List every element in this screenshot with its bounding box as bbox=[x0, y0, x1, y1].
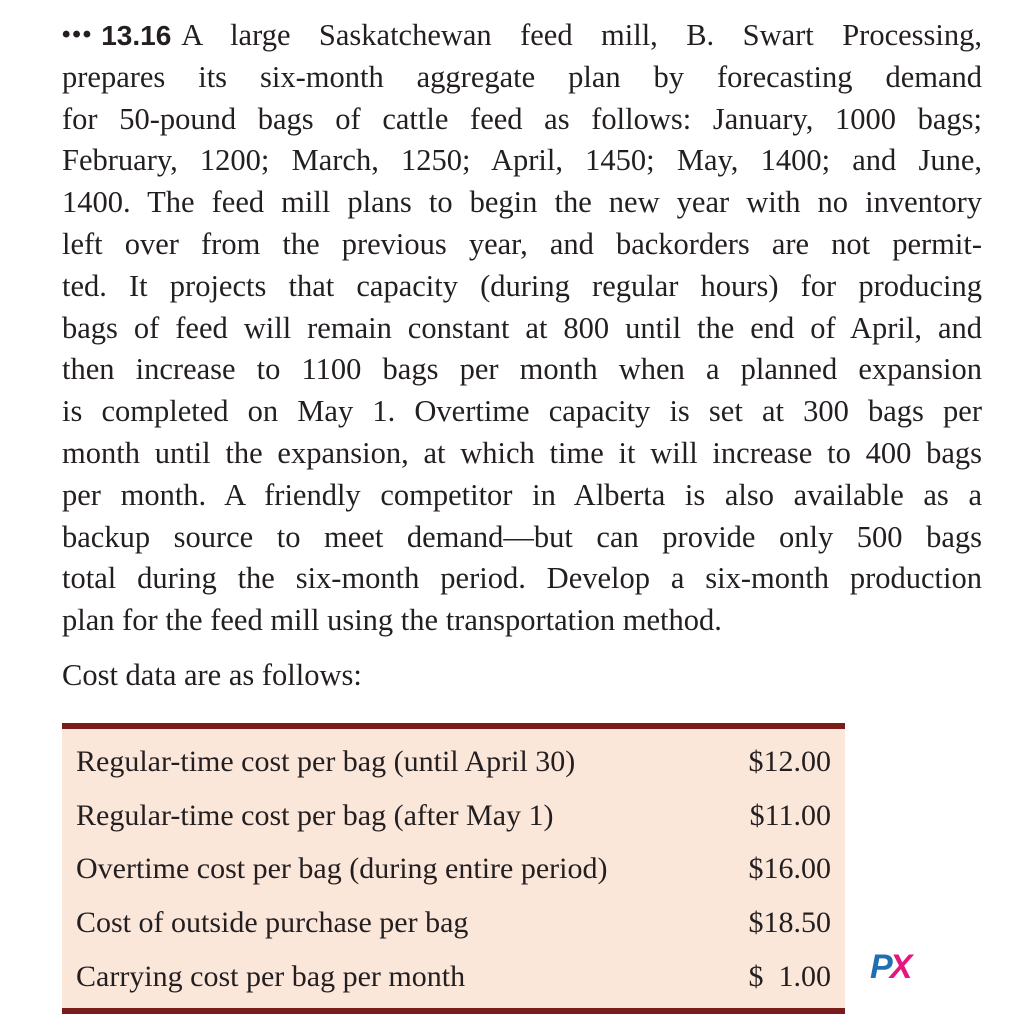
problem-line: prepares its six-month aggregate plan by forecasting demand bbox=[62, 59, 982, 94]
logo-letter-p: P bbox=[870, 948, 890, 986]
problem-line: then increase to 1100 bags per month when a planned expansion bbox=[62, 352, 982, 387]
cost-label: Overtime cost per bag (during entire period) bbox=[76, 852, 608, 886]
cost-value: $16.00 bbox=[748, 852, 831, 886]
problem-line: total during the six-month period. Develop a six-month production bbox=[62, 561, 982, 596]
px-logo-icon bbox=[870, 948, 909, 987]
cost-label: Regular-time cost per bag (after May 1) bbox=[76, 798, 554, 832]
problem-line: backup source to meet demand—but can provide only 500 bags bbox=[62, 519, 982, 554]
problem-line: ted. It projects that capacity (during regular hours) for producing bbox=[62, 268, 982, 303]
cost-value: $ 1.00 bbox=[748, 960, 831, 994]
problem-line: month until the expansion, at which time it will increase to 400 bags bbox=[62, 435, 982, 470]
cost-label: Regular-time cost per bag (until April 30) bbox=[76, 744, 576, 778]
cost-row-outside-purchase bbox=[62, 896, 845, 950]
problem-statement bbox=[62, 14, 982, 642]
cost-value: $11.00 bbox=[749, 798, 831, 832]
cost-intro: Cost data are as follows: bbox=[62, 658, 362, 692]
problem-line bbox=[62, 14, 982, 57]
problem-line: is completed on May 1. Overtime capacity is set at 300 bags per bbox=[62, 394, 982, 429]
cost-label: Cost of outside purchase per bag bbox=[76, 906, 469, 940]
cost-row-overtime bbox=[62, 843, 845, 897]
cost-row-regular-until-april bbox=[62, 735, 845, 789]
problem-line: left over from the previous year, and backorders are not permit- bbox=[62, 226, 982, 261]
difficulty-dots: ••• bbox=[62, 21, 94, 48]
cost-row-carrying bbox=[62, 950, 845, 1004]
problem-line-text: A large Saskatchewan feed mill, B. Swart Processing, bbox=[181, 18, 982, 52]
problem-number: 13.16 bbox=[101, 20, 172, 51]
problem-line: plan for the feed mill using the transportation method. bbox=[62, 603, 722, 638]
logo-letter-x: X bbox=[889, 948, 910, 986]
problem-line: bags of feed will remain constant at 800 until the end of April, and bbox=[62, 310, 982, 345]
problem-line: February, 1200; March, 1250; April, 1450; May, 1400; and June, bbox=[62, 143, 982, 178]
problem-line: 1400. The feed mill plans to begin the new year with no inventory bbox=[62, 185, 982, 220]
problem-line: for 50-pound bags of cattle feed as follows: January, 1000 bags; bbox=[62, 101, 982, 136]
problem-line: per month. A friendly competitor in Alberta is also available as a bbox=[62, 477, 982, 512]
cost-value: $12.00 bbox=[748, 744, 831, 778]
cost-value: $18.50 bbox=[748, 906, 831, 940]
cost-label: Carrying cost per bag per month bbox=[76, 960, 466, 994]
cost-table bbox=[62, 723, 845, 1014]
cost-row-regular-after-may bbox=[62, 789, 845, 843]
